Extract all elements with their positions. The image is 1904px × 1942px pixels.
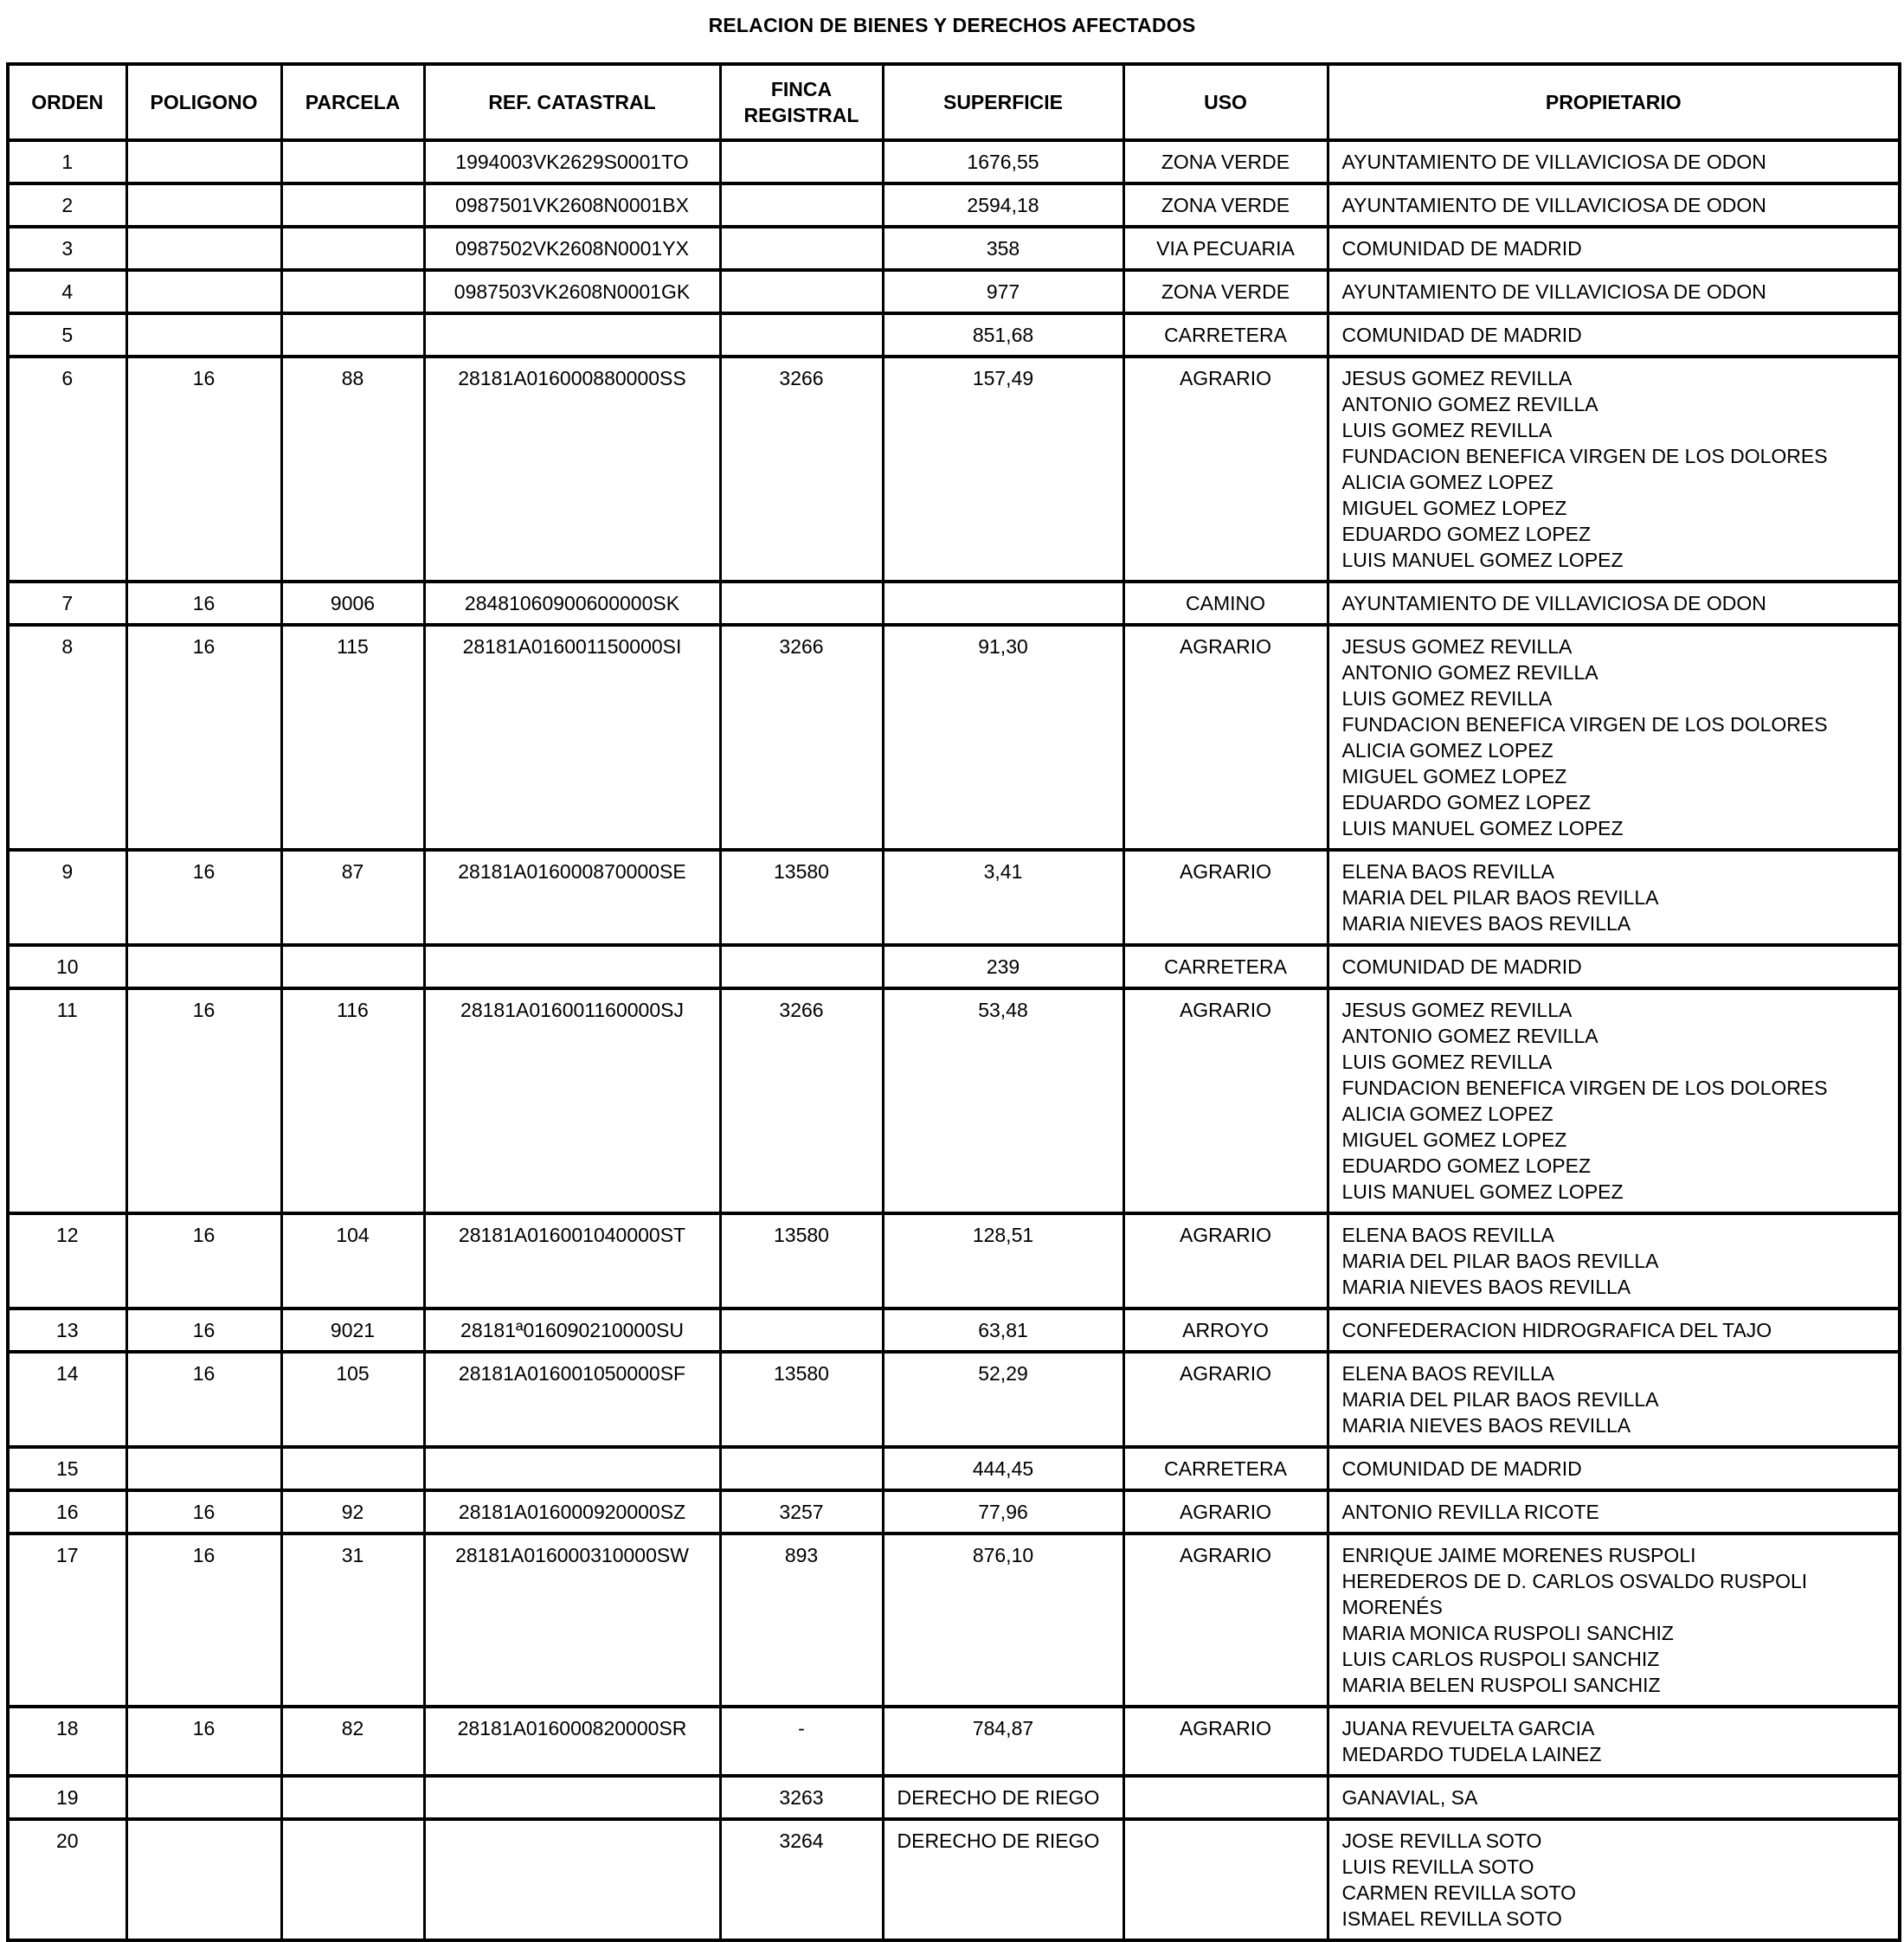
- table-row: [8, 1490, 1900, 1534]
- owner-line: ALICIA GOMEZ LOPEZ: [1341, 739, 1553, 762]
- owner-line: JESUS GOMEZ REVILLA: [1341, 367, 1573, 389]
- header-uso: USO: [1123, 64, 1328, 140]
- header-finca-registral: FINCA REGISTRAL: [720, 64, 883, 140]
- cell-ref-catastral: 28181ª016090210000SU: [424, 1309, 720, 1352]
- cell-parcela: 105: [281, 1352, 424, 1447]
- cell-uso: AGRARIO: [1123, 1352, 1328, 1447]
- owner-line: MIGUEL GOMEZ LOPEZ: [1341, 497, 1567, 519]
- cell-ref-catastral: 28181A016001040000ST: [424, 1213, 720, 1309]
- cell-superficie: 851,68: [883, 313, 1123, 357]
- cell-finca-registral: 13580: [720, 850, 883, 945]
- owner-line: CARMEN REVILLA SOTO: [1341, 1881, 1577, 1904]
- owner-line: LUIS GOMEZ REVILLA: [1341, 687, 1553, 710]
- cell-poligono: [126, 227, 281, 270]
- cell-ref-catastral: 0987503VK2608N0001GK: [424, 270, 720, 313]
- owner-line: LUIS MANUEL GOMEZ LOPEZ: [1341, 1180, 1624, 1203]
- cell-poligono: 16: [126, 1534, 281, 1707]
- table-row: [8, 183, 1900, 227]
- cell-superficie: 63,81: [883, 1309, 1123, 1352]
- owner-line: LUIS GOMEZ REVILLA: [1341, 1051, 1553, 1073]
- cell-superficie: 784,87: [883, 1707, 1123, 1776]
- owner-line: MARIA DEL PILAR BAOS REVILLA: [1341, 1388, 1659, 1411]
- owner-line: COMUNIDAD DE MADRID: [1341, 324, 1582, 346]
- owner-line: COMUNIDAD DE MADRID: [1341, 237, 1582, 260]
- header-ref-catastral: REF. CATASTRAL: [424, 64, 720, 140]
- cell-orden: 16: [8, 1490, 126, 1534]
- cell-orden: 9: [8, 850, 126, 945]
- cell-parcela: 82: [281, 1707, 424, 1776]
- owner-line: ALICIA GOMEZ LOPEZ: [1341, 471, 1553, 493]
- cell-propietario: [1328, 1309, 1900, 1352]
- cell-uso: ZONA VERDE: [1123, 183, 1328, 227]
- cell-parcela: [281, 1819, 424, 1940]
- cell-orden: 15: [8, 1447, 126, 1490]
- table-row: [8, 1534, 1900, 1707]
- cell-poligono: [126, 945, 281, 988]
- cell-superficie: 77,96: [883, 1490, 1123, 1534]
- cell-superficie: 358: [883, 227, 1123, 270]
- cell-orden: 17: [8, 1534, 126, 1707]
- cell-uso: AGRARIO: [1123, 850, 1328, 945]
- owner-line: ELENA BAOS REVILLA: [1341, 1362, 1554, 1385]
- table-row: [8, 850, 1900, 945]
- table-row: [8, 945, 1900, 988]
- cell-finca-registral: 3257: [720, 1490, 883, 1534]
- table-row: [8, 625, 1900, 850]
- cell-propietario: [1328, 1776, 1900, 1819]
- cell-orden: 4: [8, 270, 126, 313]
- table-body: [8, 140, 1900, 1940]
- table-row: [8, 270, 1900, 313]
- cell-poligono: [126, 183, 281, 227]
- cell-finca-registral: -: [720, 1707, 883, 1776]
- cell-propietario: [1328, 1707, 1900, 1776]
- owner-line: JESUS GOMEZ REVILLA: [1341, 999, 1573, 1021]
- cell-parcela: 92: [281, 1490, 424, 1534]
- cell-poligono: 16: [126, 988, 281, 1213]
- table-row: [8, 1309, 1900, 1352]
- table-row: [8, 1213, 1900, 1309]
- cell-ref-catastral: 0987501VK2608N0001BX: [424, 183, 720, 227]
- header-orden: ORDEN: [8, 64, 126, 140]
- cell-ref-catastral: 28181A016000820000SR: [424, 1707, 720, 1776]
- cell-orden: 13: [8, 1309, 126, 1352]
- cell-parcela: [281, 183, 424, 227]
- owner-line: MARIA NIEVES BAOS REVILLA: [1341, 1414, 1631, 1437]
- cell-propietario: [1328, 1490, 1900, 1534]
- cell-parcela: [281, 313, 424, 357]
- cell-propietario: [1328, 140, 1900, 183]
- cell-ref-catastral: 28181A016001160000SJ: [424, 988, 720, 1213]
- owner-line: MEDARDO TUDELA LAINEZ: [1341, 1743, 1602, 1765]
- cell-parcela: 31: [281, 1534, 424, 1707]
- cell-ref-catastral: 28181A016000870000SE: [424, 850, 720, 945]
- owner-line: MARIA MONICA RUSPOLI SANCHIZ: [1341, 1622, 1674, 1644]
- owner-line: MARIA DEL PILAR BAOS REVILLA: [1341, 886, 1659, 909]
- cell-propietario: [1328, 183, 1900, 227]
- cell-finca-registral: 3264: [720, 1819, 883, 1940]
- cell-uso: AGRARIO: [1123, 1707, 1328, 1776]
- owner-line: EDUARDO GOMEZ LOPEZ: [1341, 523, 1592, 545]
- header-poligono: POLIGONO: [126, 64, 281, 140]
- cell-propietario: [1328, 988, 1900, 1213]
- cell-propietario: [1328, 850, 1900, 945]
- owner-line: MIGUEL GOMEZ LOPEZ: [1341, 1129, 1567, 1151]
- cell-parcela: [281, 227, 424, 270]
- header-parcela: PARCELA: [281, 64, 424, 140]
- owner-line: MARIA BELEN RUSPOLI SANCHIZ: [1341, 1674, 1661, 1696]
- owner-line: FUNDACION BENEFICA VIRGEN DE LOS DOLORES: [1341, 713, 1828, 736]
- cell-poligono: 16: [126, 1490, 281, 1534]
- cell-orden: 6: [8, 357, 126, 582]
- cell-orden: 14: [8, 1352, 126, 1447]
- cell-orden: 1: [8, 140, 126, 183]
- table-row: [8, 582, 1900, 625]
- owner-line: JOSE REVILLA SOTO: [1341, 1829, 1542, 1852]
- cell-poligono: 16: [126, 357, 281, 582]
- cell-propietario: [1328, 1352, 1900, 1447]
- cell-propietario: [1328, 270, 1900, 313]
- table-header-row: [8, 64, 1900, 140]
- cell-parcela: 116: [281, 988, 424, 1213]
- cell-propietario: [1328, 1819, 1900, 1940]
- cell-poligono: [126, 1819, 281, 1940]
- cell-propietario: [1328, 1534, 1900, 1707]
- cell-finca-registral: [720, 945, 883, 988]
- cell-uso: AGRARIO: [1123, 625, 1328, 850]
- cell-superficie: 157,49: [883, 357, 1123, 582]
- cell-poligono: [126, 1776, 281, 1819]
- cell-superficie: 977: [883, 270, 1123, 313]
- owner-line: LUIS MANUEL GOMEZ LOPEZ: [1341, 549, 1624, 571]
- owner-line: COMUNIDAD DE MADRID: [1341, 955, 1582, 978]
- cell-parcela: 104: [281, 1213, 424, 1309]
- owner-line: ANTONIO REVILLA RICOTE: [1341, 1501, 1599, 1523]
- table-row: [8, 140, 1900, 183]
- table-row: [8, 357, 1900, 582]
- cell-orden: 3: [8, 227, 126, 270]
- table-row: [8, 313, 1900, 357]
- cell-superficie: 128,51: [883, 1213, 1123, 1309]
- cell-orden: 5: [8, 313, 126, 357]
- cell-superficie: 52,29: [883, 1352, 1123, 1447]
- cell-orden: 19: [8, 1776, 126, 1819]
- cell-ref-catastral: 1994003VK2629S0001TO: [424, 140, 720, 183]
- owner-line: EDUARDO GOMEZ LOPEZ: [1341, 791, 1592, 813]
- cell-propietario: [1328, 945, 1900, 988]
- owner-line: JUANA REVUELTA GARCIA: [1341, 1717, 1595, 1739]
- cell-uso: AGRARIO: [1123, 1534, 1328, 1707]
- cell-poligono: 16: [126, 850, 281, 945]
- cell-uso: [1123, 1776, 1328, 1819]
- cell-superficie: DERECHO DE RIEGO: [883, 1776, 1123, 1819]
- cell-superficie: DERECHO DE RIEGO: [883, 1819, 1123, 1940]
- cell-parcela: 88: [281, 357, 424, 582]
- cell-finca-registral: [720, 227, 883, 270]
- cell-ref-catastral: [424, 1447, 720, 1490]
- owner-line: LUIS GOMEZ REVILLA: [1341, 419, 1553, 441]
- owner-line: EDUARDO GOMEZ LOPEZ: [1341, 1154, 1592, 1177]
- cell-parcela: 87: [281, 850, 424, 945]
- cell-ref-catastral: 28181A016000920000SZ: [424, 1490, 720, 1534]
- cell-finca-registral: [720, 582, 883, 625]
- cell-poligono: 16: [126, 1352, 281, 1447]
- cell-uso: AGRARIO: [1123, 357, 1328, 582]
- cell-superficie: 3,41: [883, 850, 1123, 945]
- cell-uso: ZONA VERDE: [1123, 270, 1328, 313]
- cell-orden: 18: [8, 1707, 126, 1776]
- owner-line: COMUNIDAD DE MADRID: [1341, 1457, 1582, 1480]
- cell-parcela: 9021: [281, 1309, 424, 1352]
- cell-parcela: [281, 1776, 424, 1819]
- owner-line: JESUS GOMEZ REVILLA: [1341, 635, 1573, 658]
- cell-ref-catastral: 0987502VK2608N0001YX: [424, 227, 720, 270]
- owner-line: FUNDACION BENEFICA VIRGEN DE LOS DOLORES: [1341, 1077, 1828, 1099]
- affected-goods-table: [6, 62, 1901, 1942]
- owner-line: FUNDACION BENEFICA VIRGEN DE LOS DOLORES: [1341, 445, 1828, 467]
- cell-uso: ZONA VERDE: [1123, 140, 1328, 183]
- owner-line: ANTONIO GOMEZ REVILLA: [1341, 393, 1598, 415]
- cell-propietario: [1328, 357, 1900, 582]
- cell-finca-registral: 3266: [720, 625, 883, 850]
- cell-orden: 12: [8, 1213, 126, 1309]
- cell-poligono: 16: [126, 582, 281, 625]
- cell-uso: AGRARIO: [1123, 1490, 1328, 1534]
- table-row: [8, 1447, 1900, 1490]
- cell-propietario: [1328, 313, 1900, 357]
- cell-orden: 7: [8, 582, 126, 625]
- owner-line: ANTONIO GOMEZ REVILLA: [1341, 661, 1598, 684]
- cell-orden: 2: [8, 183, 126, 227]
- cell-finca-registral: 3266: [720, 988, 883, 1213]
- cell-uso: AGRARIO: [1123, 1213, 1328, 1309]
- cell-propietario: [1328, 582, 1900, 625]
- cell-finca-registral: [720, 140, 883, 183]
- cell-ref-catastral: [424, 1776, 720, 1819]
- header-propietario: PROPIETARIO: [1328, 64, 1900, 140]
- cell-poligono: [126, 1447, 281, 1490]
- cell-finca-registral: 13580: [720, 1352, 883, 1447]
- cell-ref-catastral: 28481060900600000SK: [424, 582, 720, 625]
- cell-orden: 11: [8, 988, 126, 1213]
- cell-uso: CARRETERA: [1123, 1447, 1328, 1490]
- cell-ref-catastral: 28181A016001050000SF: [424, 1352, 720, 1447]
- table-row: [8, 988, 1900, 1213]
- owner-line: LUIS CARLOS RUSPOLI SANCHIZ: [1341, 1648, 1660, 1670]
- owner-line: ELENA BAOS REVILLA: [1341, 860, 1554, 883]
- table-row: [8, 227, 1900, 270]
- cell-parcela: [281, 140, 424, 183]
- cell-parcela: [281, 1447, 424, 1490]
- cell-ref-catastral: 28181A016001150000SI: [424, 625, 720, 850]
- cell-ref-catastral: [424, 1819, 720, 1940]
- owner-line: AYUNTAMIENTO DE VILLAVICIOSA DE ODON: [1341, 280, 1766, 303]
- cell-ref-catastral: [424, 945, 720, 988]
- cell-uso: VIA PECUARIA: [1123, 227, 1328, 270]
- table-row: [8, 1707, 1900, 1776]
- cell-uso: CARRETERA: [1123, 945, 1328, 988]
- cell-parcela: [281, 270, 424, 313]
- cell-uso: ARROYO: [1123, 1309, 1328, 1352]
- owner-line: MIGUEL GOMEZ LOPEZ: [1341, 765, 1567, 788]
- cell-poligono: 16: [126, 625, 281, 850]
- owner-line: LUIS MANUEL GOMEZ LOPEZ: [1341, 817, 1624, 839]
- owner-line: HEREDEROS DE D. CARLOS OSVALDO RUSPOLI MORENÉS: [1341, 1570, 1808, 1618]
- cell-finca-registral: 893: [720, 1534, 883, 1707]
- table-row: [8, 1352, 1900, 1447]
- header-row: [8, 64, 1900, 140]
- cell-ref-catastral: [424, 313, 720, 357]
- cell-propietario: [1328, 1447, 1900, 1490]
- owner-line: MARIA NIEVES BAOS REVILLA: [1341, 912, 1631, 935]
- cell-poligono: [126, 313, 281, 357]
- owner-line: ISMAEL REVILLA SOTO: [1341, 1907, 1562, 1930]
- owner-line: CONFEDERACION HIDROGRAFICA DEL TAJO: [1341, 1319, 1772, 1341]
- owner-line: ANTONIO GOMEZ REVILLA: [1341, 1025, 1598, 1047]
- cell-superficie: 53,48: [883, 988, 1123, 1213]
- owner-line: ALICIA GOMEZ LOPEZ: [1341, 1103, 1553, 1125]
- cell-superficie: 444,45: [883, 1447, 1123, 1490]
- cell-propietario: [1328, 227, 1900, 270]
- owner-line: AYUNTAMIENTO DE VILLAVICIOSA DE ODON: [1341, 592, 1766, 614]
- owner-line: ENRIQUE JAIME MORENES RUSPOLI: [1341, 1544, 1696, 1566]
- cell-uso: CARRETERA: [1123, 313, 1328, 357]
- cell-uso: AGRARIO: [1123, 988, 1328, 1213]
- cell-finca-registral: [720, 313, 883, 357]
- owner-line: AYUNTAMIENTO DE VILLAVICIOSA DE ODON: [1341, 151, 1766, 173]
- cell-orden: 8: [8, 625, 126, 850]
- owner-line: MARIA NIEVES BAOS REVILLA: [1341, 1276, 1631, 1298]
- owner-line: GANAVIAL, SA: [1341, 1786, 1478, 1809]
- cell-superficie: 1676,55: [883, 140, 1123, 183]
- header-superficie: SUPERFICIE: [883, 64, 1123, 140]
- cell-poligono: 16: [126, 1309, 281, 1352]
- page-title: RELACION DE BIENES Y DERECHOS AFECTADOS: [708, 14, 1196, 36]
- cell-finca-registral: 13580: [720, 1213, 883, 1309]
- cell-uso: [1123, 1819, 1328, 1940]
- cell-superficie: 239: [883, 945, 1123, 988]
- cell-poligono: [126, 270, 281, 313]
- cell-finca-registral: [720, 1309, 883, 1352]
- owner-line: AYUNTAMIENTO DE VILLAVICIOSA DE ODON: [1341, 194, 1766, 216]
- cell-parcela: 115: [281, 625, 424, 850]
- cell-uso: CAMINO: [1123, 582, 1328, 625]
- owner-line: ELENA BAOS REVILLA: [1341, 1224, 1554, 1246]
- table-row: [8, 1776, 1900, 1819]
- cell-propietario: [1328, 1213, 1900, 1309]
- cell-parcela: [281, 945, 424, 988]
- cell-superficie: [883, 582, 1123, 625]
- cell-finca-registral: [720, 1447, 883, 1490]
- cell-orden: 20: [8, 1819, 126, 1940]
- cell-propietario: [1328, 625, 1900, 850]
- cell-superficie: 91,30: [883, 625, 1123, 850]
- cell-finca-registral: 3263: [720, 1776, 883, 1819]
- cell-ref-catastral: 28181A016000880000SS: [424, 357, 720, 582]
- cell-poligono: [126, 140, 281, 183]
- cell-poligono: 16: [126, 1707, 281, 1776]
- owner-line: MARIA DEL PILAR BAOS REVILLA: [1341, 1250, 1659, 1272]
- cell-finca-registral: [720, 183, 883, 227]
- cell-orden: 10: [8, 945, 126, 988]
- owner-line: LUIS REVILLA SOTO: [1341, 1855, 1534, 1878]
- cell-parcela: 9006: [281, 582, 424, 625]
- cell-poligono: 16: [126, 1213, 281, 1309]
- cell-ref-catastral: 28181A016000310000SW: [424, 1534, 720, 1707]
- cell-finca-registral: 3266: [720, 357, 883, 582]
- cell-superficie: 876,10: [883, 1534, 1123, 1707]
- table-row: [8, 1819, 1900, 1940]
- cell-superficie: 2594,18: [883, 183, 1123, 227]
- cell-finca-registral: [720, 270, 883, 313]
